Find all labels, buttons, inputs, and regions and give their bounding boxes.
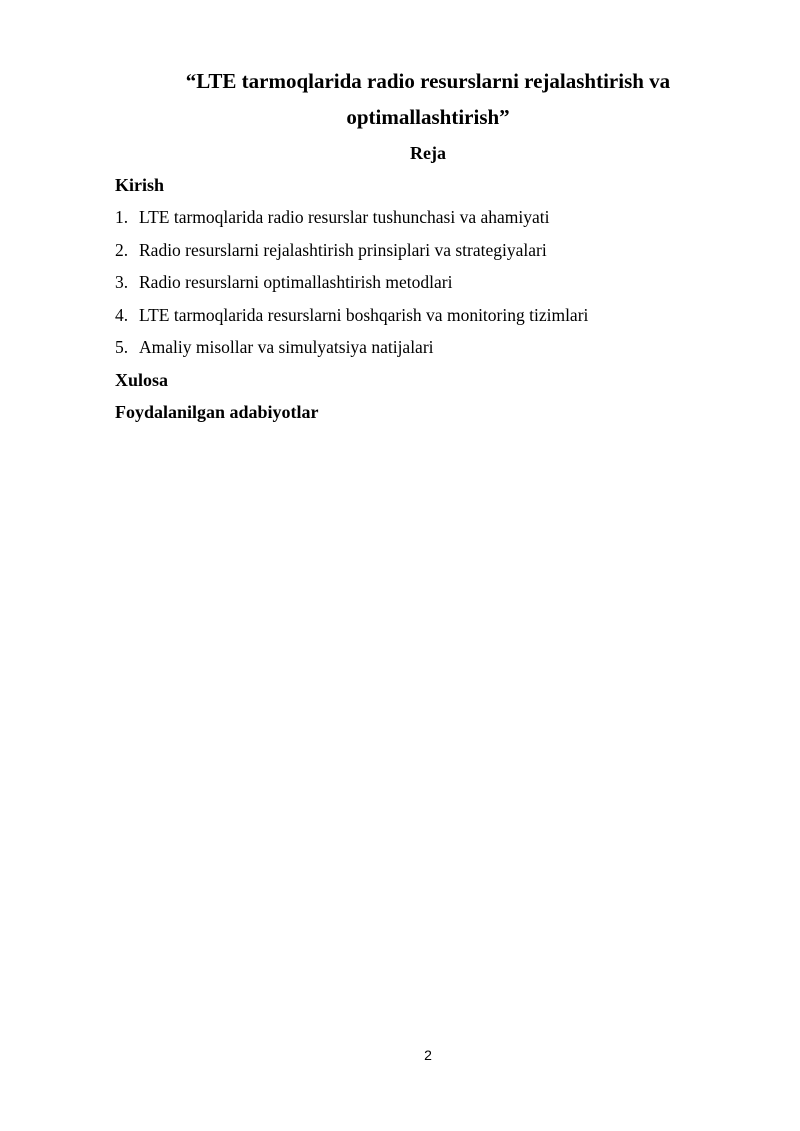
toc-item-number: 5. (115, 337, 129, 358)
table-of-contents (115, 205, 735, 368)
toc-item-text: LTE tarmoqlarida radio resurslar tushunchasi va ahamiyati (139, 207, 550, 227)
toc-item-text: Radio resurslarni optimallashtirish metodlari (139, 272, 453, 293)
intro-heading: Kirish (115, 175, 165, 195)
toc-item-number: 3. (115, 272, 129, 293)
toc-item-text: Radio resurslarni rejalashtirish prinsiplari va strategiyalari (139, 239, 547, 260)
conclusion-heading: Xulosa (115, 370, 169, 390)
toc-item-text: LTE tarmoqlarida resurslarni boshqarish va monitoring tizimlari (139, 304, 589, 325)
toc-item-text: Amaliy misollar va simulyatsiya natijalari (139, 337, 434, 358)
document-title-line-2: optimallashtirish” (346, 105, 510, 129)
toc-item-number: 4. (115, 304, 129, 325)
toc-item (115, 238, 735, 271)
document-title-line-1: “LTE tarmoqlarida radio resurslarni rejalashtirish va (185, 69, 671, 93)
plan-heading: Reja (410, 143, 446, 163)
toc-item (115, 335, 735, 368)
toc-item-number: 2. (115, 239, 129, 260)
toc-item (115, 270, 735, 303)
toc-item-number: 1. (115, 207, 129, 227)
references-heading: Foydalanilgan adabiyotlar (115, 402, 319, 422)
toc-item (115, 205, 735, 238)
page-number: 2 (424, 1047, 432, 1063)
toc-item (115, 303, 735, 336)
